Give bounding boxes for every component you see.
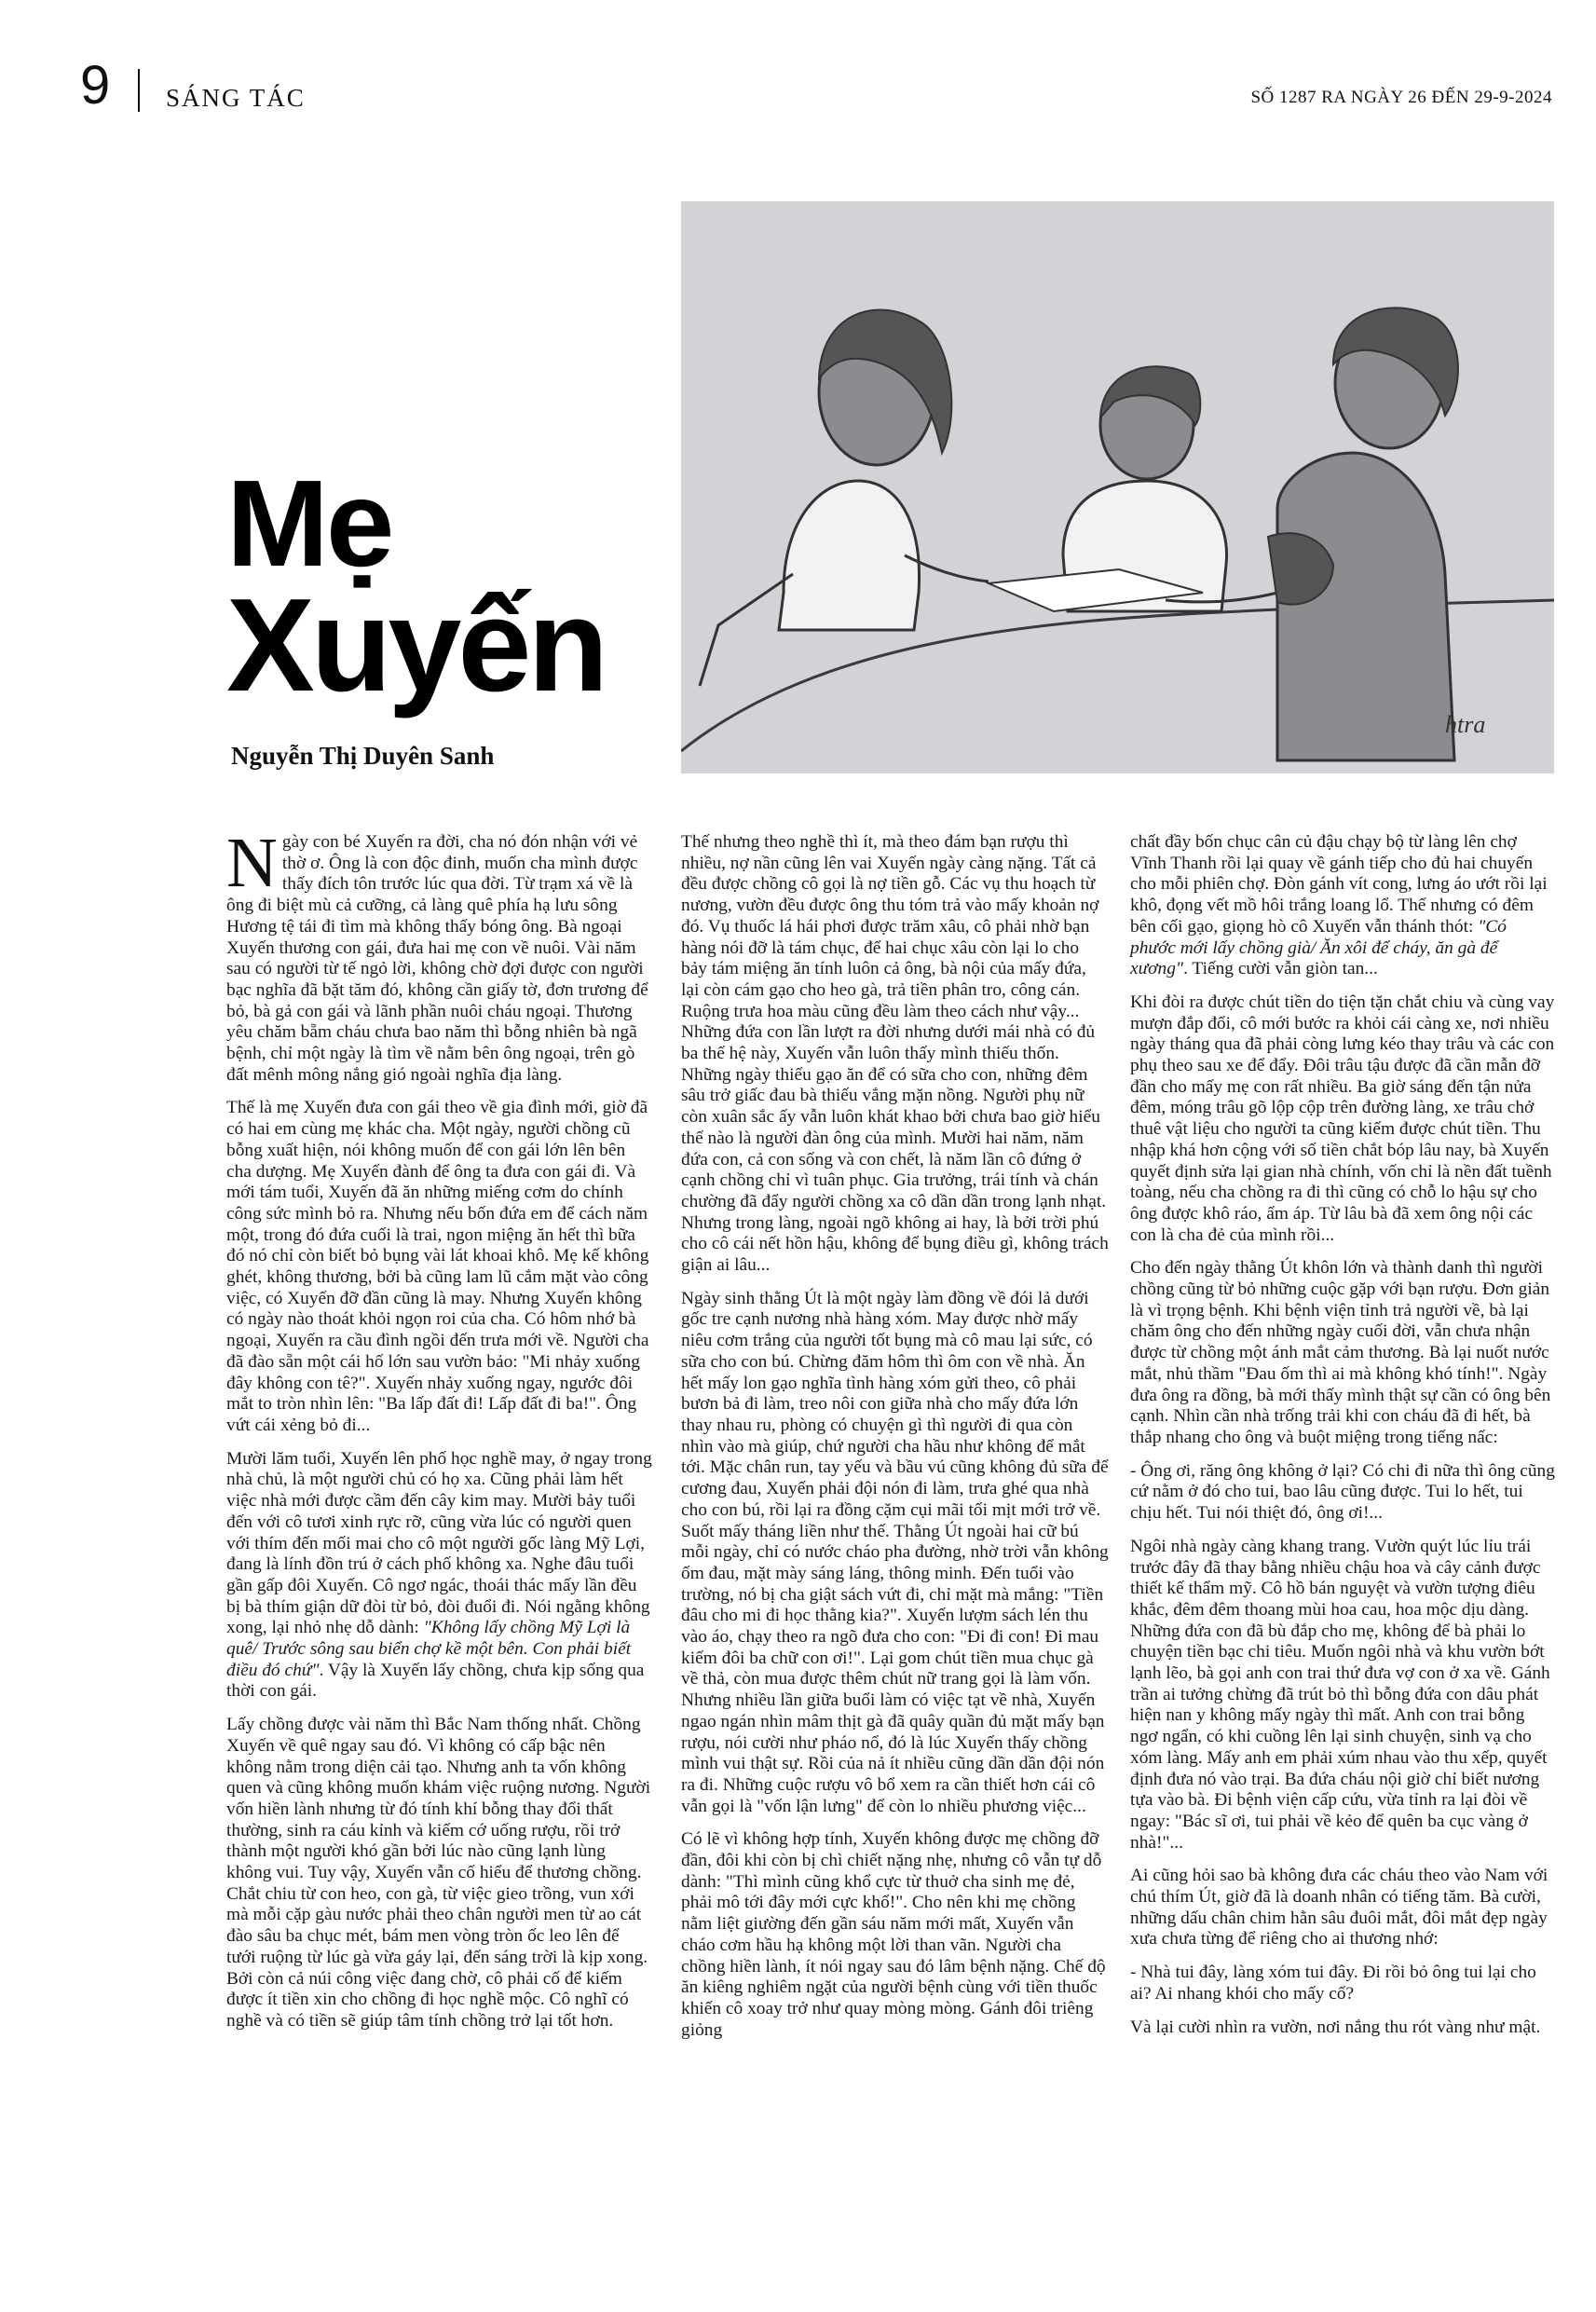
- drop-cap: N: [226, 824, 278, 902]
- paragraph-8-quote: "Có phước mới lấy chồng già/ Ăn xôi để cháy, ăn gà để xương": [1130, 916, 1507, 979]
- paragraph-11: - Ông ơi, răng ông không ở lại? Có chi đi nữa thì ông cũng cứ nằm ở đó cho tui, bao lâu cũng được. Tui lo hết, tui chịu hết. Tui nói thiệt đó, ông ơi!...: [1130, 1460, 1555, 1524]
- text-column-3: [1130, 832, 1556, 2267]
- paragraph-5: Thế nhưng theo nghề thì ít, mà theo đám bạn rượu thì nhiều, nợ nần cũng lên vai Xuyến ngày càng nặng. Tất cả đều được chồng cô gọi là nợ tiền gỗ. Các vụ thu hoạch từ nương, vườn đều được ông thu tóm trả vào mấy khoản nợ đó. Vụ thuốc lá hái phơi được trăm xâu, cô phải nhờ bạn hàng nói đỡ là tám chục, để hai chục xâu còn lại lo cho bảy tám miệng ăn tính luôn cả ông, bà nội của mấy đứa, lại còn cám gạo cho heo gà, trả tiền phân tro, công cán. Ruộng trưa hoa màu cũng đều làm theo cách như vậy... Những đứa con lần lượt ra đời nhưng dưới mái nhà có đủ ba thế hệ này, Xuyến vẫn luôn thấy mình thiếu thốn. Những ngày thiếu gạo ăn để có sữa cho con, những đêm sâu trở giấc đau bà thiếu vắng mặn nồng. Người phụ nữ còn xuân sắc ấy vẫn luôn khát khao bởi chưa bao giờ hiểu thế nào là người đàn ông của mình. Mười hai năm, năm đứa con, cả con sống và con chết, là năm lần cô đứng ở cạnh chồng chỉ vì tuân phục. Gia trưởng, trái tính và chán chường đã đẩy người chồng xa cô dần dần trong lạnh nhạt. Nhưng trong làng, ngoài ngõ không ai hay, là bởi trời phú cho cô cái nết hồn hậu, không để bụng điều gì, không trách giận ai lâu...: [681, 832, 1109, 1276]
- author-byline: Nguyễn Thị Duyên Sanh: [231, 742, 495, 770]
- title-line-1: Mẹ: [226, 455, 392, 592]
- paragraph-1-text: gày con bé Xuyến ra đời, cha nó đón nhận với vẻ thờ ơ. Ông là con độc đinh, muốn cha mình được thấy đích tôn trước lúc qua đời. Từ trạm xá về là ông đi biệt mù cả cưỡng, cả làng quê phía hạ lưu sông Hương tệ tái đi tìm mà không thấy bóng ông. Bà ngoại Xuyến thương con gái, đưa hai mẹ con về nuôi. Vài năm sau có người từ tế ngỏ lời, không chờ đợi được con người bạc nghĩa đã bặt tăm đó, không cần giấy tờ, đơn trương để bỏ, bà gả con gái và lãnh phần nuôi cháu ngoại. Thương yêu chăm bẵm cháu chưa bao năm thì bỗng nhiên bà ngã bệnh, chỉ một ngày là tìm về nằm bên ông ngoại, trên gò đất mênh mông nắng gió ngoài nghĩa địa làng.: [226, 832, 648, 1085]
- paragraph-4: Lấy chồng được vài năm thì Bắc Nam thống nhất. Chồng Xuyến về quê ngay sau đó. Vì không có cấp bậc nên không nằm trong diện cải tạo. Nhưng anh ta vốn không quen và cũng không muốn khám việc ruộng nương. Người vốn hiền lành nhưng từ đó tính khí bỗng thay đổi thất thường, sinh ra cáu kỉnh và kiếm cớ uống rượu, rồi trở thành một người khó gần bởi lúc nào cũng lạnh lùng không vui. Tuy vậy, Xuyến vẫn cố hiểu để thương chồng. Chắt chiu từ con heo, con gà, từ việc gieo trồng, vun xới mà mỗi cặp gàu nước phải theo chân người men từ ao cát đào sâu ba chục mét, bám men vòng tròn ốc leo lên để tưới ruộng từ lúc gà vừa gáy lại, đến sáng trời là kịp xong. Bởi còn cả núi công việc đang chờ, cô phải cố để kiếm được ít tiền xin cho chồng đi học nghề mộc. Cô nghĩ có nghề và có tiền sẽ giúp tâm tính chồng trở lại tốt hơn.: [226, 1715, 651, 2031]
- article-title: [226, 455, 664, 719]
- paragraph-3-quote: "Không lấy chồng Mỹ Lợi là quê/ Trước sông sau biển chợ kề một bên. Con phải biết điều đó chứ": [226, 1618, 632, 1680]
- text-column-2: [681, 832, 1109, 2267]
- title-line-2: Xuyến: [226, 571, 606, 719]
- paragraph-8-text-a: chất đầy bốn chục cân củ đậu chạy bộ từ làng lên chợ Vĩnh Thanh rồi lại quay về gánh tiếp cho đủ hai chuyến cho mỗi phiên chợ. Đòn gánh vít cong, lưng áo ướt rồi lại khô, đọng vết mồ hôi trắng loang lổ. Thế nhưng có đêm bên cối gạo, giọng hò cô Xuyến vẫn thánh thót:: [1130, 832, 1548, 937]
- page-header: [80, 55, 1552, 119]
- article-illustration: [681, 201, 1554, 773]
- paragraph-8-text-b: . Tiếng cười vẫn giòn tan...: [1183, 959, 1378, 979]
- issue-info: SỐ 1287 RA NGÀY 26 ĐẾN 29-9-2024: [1250, 88, 1552, 107]
- page-number: 9: [80, 55, 111, 116]
- paragraph-1: [226, 824, 652, 1086]
- paragraph-14: - Nhà tui đây, làng xóm tui đây. Đi rồi bỏ ông tui lại cho ai? Ai nhang khói cho mấy cố?: [1130, 1963, 1536, 2004]
- paragraph-15: Và lại cười nhìn ra vườn, nơi nắng thu rót vàng như mật.: [1130, 2017, 1541, 2037]
- paragraph-8: [1130, 832, 1556, 980]
- section-label: SÁNG TÁC: [166, 84, 306, 112]
- text-column-1: [226, 824, 652, 2267]
- paragraph-7: Có lẽ vì không hợp tính, Xuyến không được mẹ chồng đỡ đần, đôi khi còn bị chì chiết nặng nhẹ, nhưng cô vẫn tự dỗ dành: "Thì mình cũng khổ cực từ thuở cha sinh mẹ đẻ, phải mô tới đây mới cực khổ!". Cho nên khi mẹ chồng nằm liệt giường đến gần sáu năm mới mất, Xuyến vẫn cháo cơm hầu hạ không một lời than vãn. Người cha chồng hiền lành, ít nói ngay sau đó lâm bệnh nặng. Chế độ ăn kiêng nghiêm ngặt của người bệnh cùng với tiền thuốc khiến cô xoay trở như quay mòng mòng. Gánh đôi triêng giỏng: [681, 1829, 1106, 2040]
- paragraph-13: Ai cũng hỏi sao bà không đưa các cháu theo vào Nam với chú thím Út, giờ đã là doanh nhân có tiếng tăm. Bà cười, những dấu chân chim hằn sâu đuôi mắt, đôi mắt đẹp ngày xưa chưa từng để riêng cho ai thương nhớ:: [1130, 1866, 1548, 1949]
- paragraph-10: Cho đến ngày thằng Út khôn lớn và thành danh thì người chồng cũng từ bỏ những cuộc gặp với bạn rượu. Đơn giản là vì trọng bệnh. Khi bệnh viện tỉnh trả người về, bà lại chăm ông cho đến những ngày cuối đời, vẫn chưa nhận được từ chồng một ánh mắt cảm thương. Bà lại nuốt nước mắt, nhủ thầm "Đau ốm thì ai mà không khó tính!". Ngày đưa ông ra đồng, bà mới thấy mình thật sự cần có ông bên cạnh. Nhìn cần nhà trống trải khi con cháu đã đi hết, bà thắp nhang cho ông và buột miệng trong tiếng nấc:: [1130, 1258, 1551, 1447]
- paragraph-2: Thế là mẹ Xuyến đưa con gái theo về gia đình mới, giờ đã có hai em cùng mẹ khác cha. Một ngày, người chồng cũ bỗng xuất hiện, nói không muốn để con gái lớn lên bên cha dượng. Mẹ Xuyến đành để ông ta đưa con gái đi. Và mới tám tuổi, Xuyến đã ăn những miếng cơm do chính công sức mình bỏ ra. Nhưng nếu bốn đứa em để cách năm một, trong đó đứa cuối là trai, ngon miệng ăn hết thì bữa đó nó chỉ còn biết bỏ bụng vài lát khoai khô. Mẹ kế không ghét, không thương, bởi bà cũng lam lũ cắm mặt vào công việc, có Xuyến đỡ đần cũng là may. Nhưng Xuyến không có ngày nào thoát khỏi ngọn roi của cha. Có hôm nhớ bà ngoại, Xuyến ra cầu đình ngồi đến trưa mới về. Người cha đã đào sẵn một cái hố lớn sau vườn bảo: "Mi nhảy xuống đây không con tê?". Xuyến nhảy xuống ngay, ngước đôi mắt to tròn nhìn lên: "Ba lấp đất đi! Lấp đất đi ba!". Ông vứt cái xẻng bỏ đi...: [226, 1098, 649, 1435]
- family-drawing: [681, 201, 1554, 773]
- artist-signature: htra: [1445, 711, 1486, 738]
- paragraph-9: Khi đòi ra được chút tiền do tiện tặn chắt chiu và cùng vay mượn đắp đổi, cô mới bước ra khỏi cái càng xe, nơi nhiều ngày tháng qua đã phải còng lưng kéo thay trâu và các con phụ theo sau xe để đẩy. Đôi trâu tậu được đã cần mẫn đỡ đần cho mấy mẹ con rất nhiều. Ba giờ sáng đến tận nửa đêm, móng trâu gõ lộp cộp trên đường làng, xe trâu chở thuê vật liệu cho người ta cũng kiếm được chút tiền. Thu nhập khá hơn cộng với số tiền chắt bóp lâu nay, bà Xuyến quyết định sửa lại gian nhà chính, vốn chỉ là nền đất tuềnh toàng, nếu cha chồng ra đi thì cũng có chỗ lo hậu sự cho ông được khô ráo, ấm áp. Từ lâu bà đã xem ông nội các con là cha đẻ của mình rồi...: [1130, 992, 1555, 1245]
- paragraph-6: Ngày sinh thằng Út là một ngày làm đồng về đói lả dưới gốc tre cạnh nương nhà hàng xóm. May được nhờ mấy niêu cơm trắng của người tốt bụng mà cô mau lại sức, có sữa cho con bú. Chừng đăm hôm thì ôm con về nhà. Ăn hết mấy lon gạo nghĩa tình hàng xóm gửi theo, cô phải bươn bả đi làm, treo nôi con giữa nhà cho mấy đứa lớn thay nhau ru, phòng có chuyện gì thì người đi qua còn nhìn vào mà giúp, chứ người cha hầu như không để mắt tới. Mặc chân run, tay yếu và bầu vú cũng không đủ sữa để cương đau, Xuyến phải đội nón đi làm, trưa ghé qua nhà cho con bú, rồi lại ra đồng cặm cụi mãi tối mịt mới trở về. Suốt mấy tháng liền như thế. Thằng Út ngoài hai cữ bú mỗi ngày, chỉ có nước cháo pha đường, nhờ trời vẫn không ốm đau, mặt mày sáng láng, thông minh. Đến tuổi vào trường, nó bị cha giật sách vứt đi, chỉ mặt mà mắng: "Tiền đâu cho mi đi học thằng kia?". Xuyến lượm sách lén thu vào áo, chạy theo ra ngõ đưa cho con: "Đi đi con! Đi mau kiếm đôi ba chữ con ơi!". Lại gom chút tiền mua chục gà về thả, còn mua được thêm chút nữ trang gọi là làm vốn. Nhưng nhiều lần giữa buổi làm có việc tạt về nhà, Xuyến ngao ngán nhìn mâm thịt gà đã quây quần đủ mặt mấy bạn rượu, nói cười như pháo nổ, đó là lúc Xuyến thấy chồng mình vui thật sự. Rồi của nả ít nhiều cũng dần dần đội nón ra đi. Những cuộc rượu vô bổ xem ra cần thiết hơn cái cô vẫn gọi là "vốn lận lưng" để còn lo nhiều phương việc...: [681, 1288, 1109, 1816]
- paragraph-3-text-b: . Vậy là Xuyến lấy chồng, chưa kịp sống qua thời con gái.: [226, 1660, 645, 1702]
- header-divider: [138, 69, 140, 112]
- paragraph-3: [226, 1449, 652, 1703]
- paragraph-12: Ngôi nhà ngày càng khang trang. Vườn quýt lúc lỉu trái trước đây đã thay bằng nhiều chậu hoa và cây cảnh được thiết kế thẩm mỹ. Cô hồ bán nguyệt và vườn tượng điêu khắc, đêm đêm thoang mùi hoa cau, hoa mộc dịu dàng. Những đứa con đã bù đắp cho mẹ, không để bà phải lo chuyện tiền bạc chi tiêu. Muốn ngôi nhà và khu vườn bớt lạnh lẽo, bà gọi anh con trai thứ đưa vợ con ở xa về. Gánh trần ai tưởng chừng đã trút bỏ thì bỗng đứa con dâu phát hiện nan y không mấy ngày thì mất. Anh con trai bỗng ngơ ngẩn, có khi cuồng lên lại sinh chuyện, sinh vạ cho xóm làng. Mấy anh em phải xúm nhau vào thu xếp, quyết định đưa nó vào trại. Ba đứa cháu nội giờ chỉ biết nương tựa vào bà. Đi bệnh viện cấp cứu, vừa tỉnh ra lại đòi về ngay: "Bác sĩ ơi, tui phải về kẻo để quên ba cục vàng ở nhà!"...: [1130, 1536, 1550, 1853]
- paragraph-3-text-a: Mười lăm tuổi, Xuyến lên phố học nghề may, ở ngay trong nhà chủ, là một người chủ có họ xa. Cũng phải làm hết việc nhà mới được cầm đến cây kim may. Mười bảy tuổi đến với cô tươi xinh rực rỡ, cũng vừa lúc có người quen với thím đến mối mai cho cô một người gốc làng Mỹ Lợi, đang là lính đồn trú ở cách phố không xa. Nghe đâu tuổi gần gấp đôi Xuyến. Cô ngơ ngác, thoái thác mấy lần đều bị bà thím giận dữ đòi từ bỏ, đòi đuổi đi. Nói ngằng không xong, lại nhỏ nhẹ dỗ dành:: [226, 1448, 652, 1638]
